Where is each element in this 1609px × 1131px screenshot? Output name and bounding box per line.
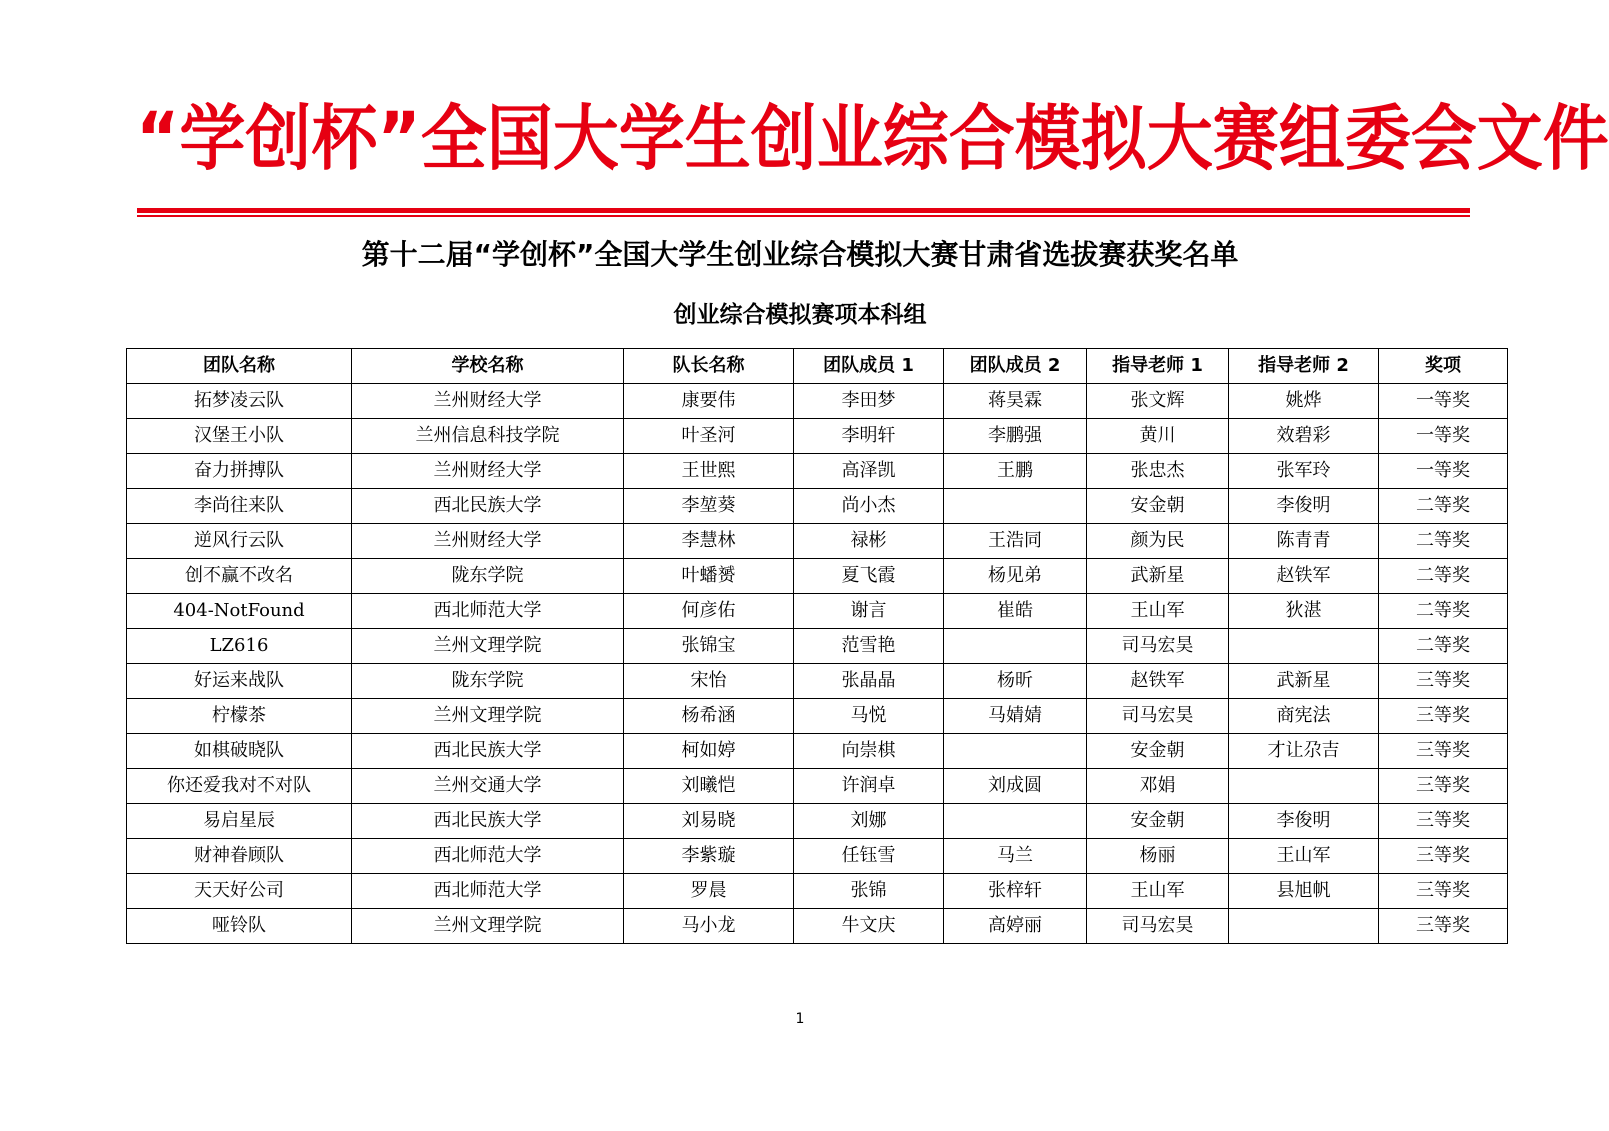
award-cell: 二等奖 — [1379, 489, 1508, 524]
advisor-2-cell: 县旭帆 — [1229, 874, 1379, 909]
captain-name-cell: 刘曦恺 — [624, 769, 794, 804]
school-name-cell: 兰州文理学院 — [352, 629, 624, 664]
header-member-1: 团队成员 1 — [794, 349, 944, 384]
advisor-1-cell: 司马宏昊 — [1087, 909, 1229, 944]
member-1-cell: 牛文庆 — [794, 909, 944, 944]
award-cell: 三等奖 — [1379, 699, 1508, 734]
masthead-char: 委 — [1344, 96, 1411, 181]
school-name-cell: 兰州财经大学 — [352, 524, 624, 559]
masthead-char: 文 — [1476, 96, 1543, 181]
masthead-char: ” — [377, 96, 421, 181]
advisor-1-cell: 黄川 — [1087, 419, 1229, 454]
captain-name-cell: 康要伟 — [624, 384, 794, 419]
member-1-cell: 尚小杰 — [794, 489, 944, 524]
masthead-char: 全 — [420, 96, 487, 181]
advisor-2-cell: 狄湛 — [1229, 594, 1379, 629]
member-2-cell — [944, 734, 1087, 769]
team-name-cell: 汉堡王小队 — [127, 419, 352, 454]
school-name-cell: 兰州文理学院 — [352, 699, 624, 734]
masthead-rule-thick — [137, 208, 1470, 213]
team-name-cell: 拓梦凌云队 — [127, 384, 352, 419]
masthead-char: 创 — [245, 96, 312, 181]
advisor-1-cell: 颜为民 — [1087, 524, 1229, 559]
masthead-title — [136, 93, 1609, 186]
captain-name-cell: 李堃葵 — [624, 489, 794, 524]
header-advisor-1: 指导老师 1 — [1087, 349, 1229, 384]
page-number: 1 — [795, 1011, 805, 1027]
member-1-cell: 马悦 — [794, 699, 944, 734]
team-name-cell: 好运来战队 — [127, 664, 352, 699]
team-name-cell: 易启星辰 — [127, 804, 352, 839]
captain-name-cell: 柯如婷 — [624, 734, 794, 769]
award-cell: 二等奖 — [1379, 594, 1508, 629]
advisor-2-cell — [1229, 629, 1379, 664]
school-name-cell: 西北民族大学 — [352, 804, 624, 839]
table-row — [127, 419, 1508, 454]
school-name-cell: 兰州交通大学 — [352, 769, 624, 804]
advisor-2-cell: 效碧彩 — [1229, 419, 1379, 454]
team-name-cell: 哑铃队 — [127, 909, 352, 944]
school-name-cell: 兰州财经大学 — [352, 454, 624, 489]
member-1-cell: 任钰雪 — [794, 839, 944, 874]
table-row — [127, 769, 1508, 804]
school-name-cell: 西北民族大学 — [352, 734, 624, 769]
document-title: 第十二届“学创杯”全国大学生创业综合模拟大赛甘肃省选拔赛获奖名单 — [361, 238, 1239, 271]
award-cell: 三等奖 — [1379, 734, 1508, 769]
masthead-char: 业 — [816, 96, 883, 181]
member-1-cell: 谢言 — [794, 594, 944, 629]
award-table — [126, 348, 1508, 944]
member-1-cell: 范雪艳 — [794, 629, 944, 664]
advisor-1-cell: 安金朝 — [1087, 489, 1229, 524]
member-1-cell: 高泽凯 — [794, 454, 944, 489]
table-header-row — [127, 349, 1508, 384]
award-cell: 二等奖 — [1379, 559, 1508, 594]
school-name-cell: 西北师范大学 — [352, 874, 624, 909]
masthead-char: 生 — [684, 96, 751, 181]
table-row — [127, 699, 1508, 734]
school-name-cell: 西北民族大学 — [352, 489, 624, 524]
table-row — [127, 874, 1508, 909]
masthead-char: 学 — [179, 96, 246, 181]
school-name-cell: 兰州文理学院 — [352, 909, 624, 944]
award-cell: 三等奖 — [1379, 874, 1508, 909]
award-cell: 三等奖 — [1379, 664, 1508, 699]
award-cell: 一等奖 — [1379, 419, 1508, 454]
team-name-cell: 柠檬茶 — [127, 699, 352, 734]
team-name-cell: 404-NotFound — [127, 594, 352, 629]
advisor-1-cell: 武新星 — [1087, 559, 1229, 594]
team-name-cell: 奋力拼搏队 — [127, 454, 352, 489]
masthead-char: 综 — [882, 96, 949, 181]
member-1-cell: 刘娜 — [794, 804, 944, 839]
header-advisor-2: 指导老师 2 — [1229, 349, 1379, 384]
captain-name-cell: 罗晨 — [624, 874, 794, 909]
header-member-2: 团队成员 2 — [944, 349, 1087, 384]
team-name-cell: 创不赢不改名 — [127, 559, 352, 594]
award-table-body — [127, 384, 1508, 944]
advisor-2-cell: 才让尕吉 — [1229, 734, 1379, 769]
school-name-cell: 陇东学院 — [352, 559, 624, 594]
member-1-cell: 李明轩 — [794, 419, 944, 454]
member-2-cell: 王浩同 — [944, 524, 1087, 559]
masthead-char: 大 — [1146, 96, 1213, 181]
school-name-cell: 陇东学院 — [352, 664, 624, 699]
advisor-2-cell: 武新星 — [1229, 664, 1379, 699]
member-2-cell: 马婧婧 — [944, 699, 1087, 734]
header-team-name: 团队名称 — [127, 349, 352, 384]
school-name-cell: 西北师范大学 — [352, 839, 624, 874]
team-name-cell: 逆风行云队 — [127, 524, 352, 559]
member-1-cell: 向崇棋 — [794, 734, 944, 769]
table-row — [127, 909, 1508, 944]
advisor-2-cell: 李俊明 — [1229, 489, 1379, 524]
advisor-2-cell: 商宪法 — [1229, 699, 1379, 734]
team-name-cell: 李尚往来队 — [127, 489, 352, 524]
member-2-cell: 张梓轩 — [944, 874, 1087, 909]
school-name-cell: 兰州财经大学 — [352, 384, 624, 419]
masthead-char: 模 — [1014, 96, 1081, 181]
award-cell: 一等奖 — [1379, 384, 1508, 419]
member-1-cell: 张晶晶 — [794, 664, 944, 699]
team-name-cell: LZ616 — [127, 629, 352, 664]
team-name-cell: 你还爱我对不对队 — [127, 769, 352, 804]
advisor-1-cell: 安金朝 — [1087, 804, 1229, 839]
masthead-char: 大 — [552, 96, 619, 181]
masthead-char: 学 — [618, 96, 685, 181]
member-2-cell — [944, 629, 1087, 664]
award-cell: 二等奖 — [1379, 629, 1508, 664]
award-cell: 二等奖 — [1379, 524, 1508, 559]
masthead-char: 组 — [1278, 96, 1345, 181]
member-1-cell: 李田梦 — [794, 384, 944, 419]
captain-name-cell: 李紫璇 — [624, 839, 794, 874]
advisor-1-cell: 司马宏昊 — [1087, 629, 1229, 664]
team-name-cell: 天天好公司 — [127, 874, 352, 909]
table-row — [127, 839, 1508, 874]
award-cell: 三等奖 — [1379, 839, 1508, 874]
masthead-char: “ — [136, 96, 180, 181]
captain-name-cell: 叶圣河 — [624, 419, 794, 454]
captain-name-cell: 张锦宝 — [624, 629, 794, 664]
masthead-char: 会 — [1410, 96, 1477, 181]
captain-name-cell: 叶蟠赟 — [624, 559, 794, 594]
captain-name-cell: 杨希涵 — [624, 699, 794, 734]
table-row — [127, 804, 1508, 839]
award-cell: 三等奖 — [1379, 909, 1508, 944]
advisor-2-cell: 李俊明 — [1229, 804, 1379, 839]
masthead-char: 拟 — [1080, 96, 1147, 181]
header-captain-name: 队长名称 — [624, 349, 794, 384]
school-name-cell: 西北师范大学 — [352, 594, 624, 629]
table-row — [127, 734, 1508, 769]
school-name-cell: 兰州信息科技学院 — [352, 419, 624, 454]
table-row — [127, 594, 1508, 629]
header-school-name: 学校名称 — [352, 349, 624, 384]
masthead-char: 件 — [1542, 96, 1609, 181]
team-name-cell: 财神眷顾队 — [127, 839, 352, 874]
advisor-2-cell: 陈青青 — [1229, 524, 1379, 559]
table-row — [127, 629, 1508, 664]
member-2-cell: 杨见弟 — [944, 559, 1087, 594]
member-1-cell: 禄彬 — [794, 524, 944, 559]
captain-name-cell: 何彦佑 — [624, 594, 794, 629]
member-1-cell: 许润卓 — [794, 769, 944, 804]
advisor-2-cell: 张军玲 — [1229, 454, 1379, 489]
advisor-1-cell: 司马宏昊 — [1087, 699, 1229, 734]
advisor-1-cell: 张忠杰 — [1087, 454, 1229, 489]
table-row — [127, 524, 1508, 559]
member-2-cell — [944, 804, 1087, 839]
advisor-1-cell: 王山军 — [1087, 594, 1229, 629]
member-2-cell: 蒋昊霖 — [944, 384, 1087, 419]
masthead-rule-thin — [137, 215, 1470, 217]
advisor-1-cell: 邓娟 — [1087, 769, 1229, 804]
table-row — [127, 384, 1508, 419]
captain-name-cell: 李慧林 — [624, 524, 794, 559]
member-1-cell: 张锦 — [794, 874, 944, 909]
member-2-cell: 李鹏强 — [944, 419, 1087, 454]
award-cell: 三等奖 — [1379, 769, 1508, 804]
award-cell: 一等奖 — [1379, 454, 1508, 489]
advisor-2-cell: 赵铁军 — [1229, 559, 1379, 594]
masthead-char: 杯 — [311, 96, 378, 181]
member-2-cell: 杨昕 — [944, 664, 1087, 699]
member-2-cell — [944, 489, 1087, 524]
captain-name-cell: 王世熙 — [624, 454, 794, 489]
advisor-2-cell: 姚烨 — [1229, 384, 1379, 419]
member-1-cell: 夏飞霞 — [794, 559, 944, 594]
masthead-char: 合 — [948, 96, 1015, 181]
member-2-cell: 高婷丽 — [944, 909, 1087, 944]
team-name-cell: 如棋破晓队 — [127, 734, 352, 769]
document-subtitle: 创业综合模拟赛项本科组 — [673, 302, 927, 328]
award-cell: 三等奖 — [1379, 804, 1508, 839]
advisor-1-cell: 安金朝 — [1087, 734, 1229, 769]
advisor-2-cell — [1229, 769, 1379, 804]
member-2-cell: 马兰 — [944, 839, 1087, 874]
captain-name-cell: 马小龙 — [624, 909, 794, 944]
advisor-1-cell: 杨丽 — [1087, 839, 1229, 874]
captain-name-cell: 宋怡 — [624, 664, 794, 699]
advisor-2-cell: 王山军 — [1229, 839, 1379, 874]
member-2-cell: 刘成圆 — [944, 769, 1087, 804]
advisor-1-cell: 王山军 — [1087, 874, 1229, 909]
advisor-2-cell — [1229, 909, 1379, 944]
advisor-1-cell: 张文辉 — [1087, 384, 1229, 419]
masthead-char: 创 — [750, 96, 817, 181]
masthead-char: 国 — [486, 96, 553, 181]
masthead-char: 赛 — [1212, 96, 1279, 181]
table-row — [127, 454, 1508, 489]
header-award: 奖项 — [1379, 349, 1508, 384]
member-2-cell: 崔皓 — [944, 594, 1087, 629]
table-row — [127, 489, 1508, 524]
advisor-1-cell: 赵铁军 — [1087, 664, 1229, 699]
member-2-cell: 王鹏 — [944, 454, 1087, 489]
table-row — [127, 664, 1508, 699]
captain-name-cell: 刘易晓 — [624, 804, 794, 839]
table-row — [127, 559, 1508, 594]
